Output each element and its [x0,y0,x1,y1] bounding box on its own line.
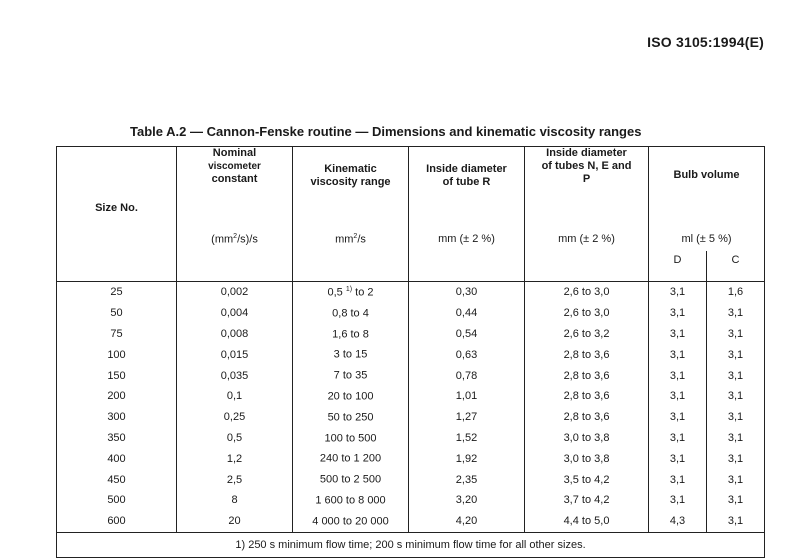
range-cell: 7 to 35 [293,365,409,386]
table-row [57,344,765,365]
header-size-no: Size No. [57,147,177,270]
table-row [57,469,765,490]
size-cell: 200 [57,386,177,407]
size-cell: 50 [57,303,177,324]
size-cell: 600 [57,511,177,532]
unit-inside-nep: mm (± 2 %) [525,227,649,251]
size-cell: 450 [57,469,177,490]
bulb-d-cell: 3,1 [649,303,707,324]
unit-bulb: ml (± 5 %) [649,227,765,251]
range-cell: 1,6 to 8 [293,324,409,345]
bulb-d-cell: 3,1 [649,469,707,490]
inside-nep-cell: 2,6 to 3,0 [525,282,649,303]
range-cell: 50 to 250 [293,407,409,428]
inside-nep-cell: 2,8 to 3,6 [525,365,649,386]
header-nominal-constant: Nominal viscometer constant [177,147,293,228]
table-row [57,386,765,407]
bulb-c-cell: 3,1 [707,303,765,324]
size-cell: 150 [57,365,177,386]
bulb-c-cell: 3,1 [707,511,765,532]
bulb-d-cell: 3,1 [649,407,707,428]
range-cell: 20 to 100 [293,386,409,407]
size-cell: 300 [57,407,177,428]
constant-cell: 0,25 [177,407,293,428]
range-cell: 0,8 to 4 [293,303,409,324]
header-kinematic-range: Kinematic viscosity range [293,147,409,228]
inside-nep-cell: 2,8 to 3,6 [525,407,649,428]
bulb-c-cell: 3,1 [707,324,765,345]
standard-reference: ISO 3105:1994(E) [647,34,764,50]
inside-nep-cell: 3,5 to 4,2 [525,469,649,490]
inside-r-cell: 1,01 [409,386,525,407]
inside-nep-cell: 3,0 to 3,8 [525,428,649,449]
table-row [57,490,765,511]
size-cell: 350 [57,428,177,449]
constant-cell: 2,5 [177,469,293,490]
table-row [57,324,765,345]
bulb-d-label: D [649,251,707,269]
table-row [57,511,765,532]
bulb-c-cell: 3,1 [707,344,765,365]
inside-nep-cell: 2,6 to 3,0 [525,303,649,324]
range-cell: 1 600 to 8 000 [293,490,409,511]
bulb-c-cell: 1,6 [707,282,765,303]
unit-kinematic: $mm^2/s$ [293,227,409,251]
range-cell: 500 to 2 500 [293,469,409,490]
size-cell: 75 [57,324,177,345]
table-footnote: 1) 250 s minimum flow time; 200 s minimum flow time for all other sizes. [57,532,765,557]
bulb-d-cell: 3,1 [649,282,707,303]
inside-r-cell: 3,20 [409,490,525,511]
header-bulb-volume: Bulb volume [649,147,765,228]
bulb-d-cell: 4,3 [649,511,707,532]
range-cell: 4 000 to 20 000 [293,511,409,532]
viscometer-table [56,146,765,558]
inside-nep-cell: 2,8 to 3,6 [525,386,649,407]
table-row [57,407,765,428]
table-row [57,365,765,386]
bulb-d-cell: 3,1 [649,344,707,365]
bulb-c-label: C [707,251,765,269]
constant-cell: 0,015 [177,344,293,365]
table-caption: Table A.2 — Cannon-Fenske routine — Dimensions and kinematic viscosity ranges [130,124,642,139]
table-row [57,448,765,469]
size-cell: 500 [57,490,177,511]
bulb-c-cell: 3,1 [707,365,765,386]
constant-cell: 0,002 [177,282,293,303]
inside-nep-cell: 2,6 to 3,2 [525,324,649,345]
bulb-d-cell: 3,1 [649,490,707,511]
inside-nep-cell: 4,4 to 5,0 [525,511,649,532]
range-cell: 240 to 1 200 [293,448,409,469]
inside-nep-cell: 2,8 to 3,6 [525,344,649,365]
inside-nep-cell: 3,7 to 4,2 [525,490,649,511]
bulb-d-cell: 3,1 [649,365,707,386]
unit-nominal: $(mm^2/s)/s$ [177,227,293,251]
inside-r-cell: 2,35 [409,469,525,490]
inside-r-cell: 0,54 [409,324,525,345]
bulb-d-cell: 3,1 [649,448,707,469]
bulb-c-cell: 3,1 [707,386,765,407]
inside-nep-cell: 3,0 to 3,8 [525,448,649,469]
bulb-d-cell: 3,1 [649,324,707,345]
table-row [57,303,765,324]
inside-r-cell: 1,52 [409,428,525,449]
bulb-c-cell: 3,1 [707,407,765,428]
range-cell: 100 to 500 [293,428,409,449]
size-cell: 25 [57,282,177,303]
table-row [57,428,765,449]
constant-cell: 8 [177,490,293,511]
constant-cell: 0,008 [177,324,293,345]
inside-r-cell: 4,20 [409,511,525,532]
size-cell: 100 [57,344,177,365]
constant-cell: 0,004 [177,303,293,324]
unit-inside-r: mm (± 2 %) [409,227,525,251]
bulb-c-cell: 3,1 [707,469,765,490]
constant-cell: 20 [177,511,293,532]
inside-r-cell: 1,27 [409,407,525,428]
range-cell: 3 to 15 [293,344,409,365]
constant-cell: 0,035 [177,365,293,386]
table-row [57,282,765,303]
range-cell: 0,5 $^{1)}$ to 2 [293,282,409,303]
inside-r-cell: 0,78 [409,365,525,386]
inside-r-cell: 1,92 [409,448,525,469]
bulb-d-cell: 3,1 [649,428,707,449]
bulb-c-cell: 3,1 [707,428,765,449]
size-cell: 400 [57,448,177,469]
inside-r-cell: 0,30 [409,282,525,303]
constant-cell: 1,2 [177,448,293,469]
bulb-d-cell: 3,1 [649,386,707,407]
constant-cell: 0,5 [177,428,293,449]
constant-cell: 0,1 [177,386,293,407]
header-inside-diameter-nep: Inside diameter of tubes N, E and P [525,147,649,228]
bulb-c-cell: 3,1 [707,490,765,511]
header-inside-diameter-r: Inside diameter of tube R [409,147,525,228]
inside-r-cell: 0,63 [409,344,525,365]
inside-r-cell: 0,44 [409,303,525,324]
bulb-c-cell: 3,1 [707,448,765,469]
